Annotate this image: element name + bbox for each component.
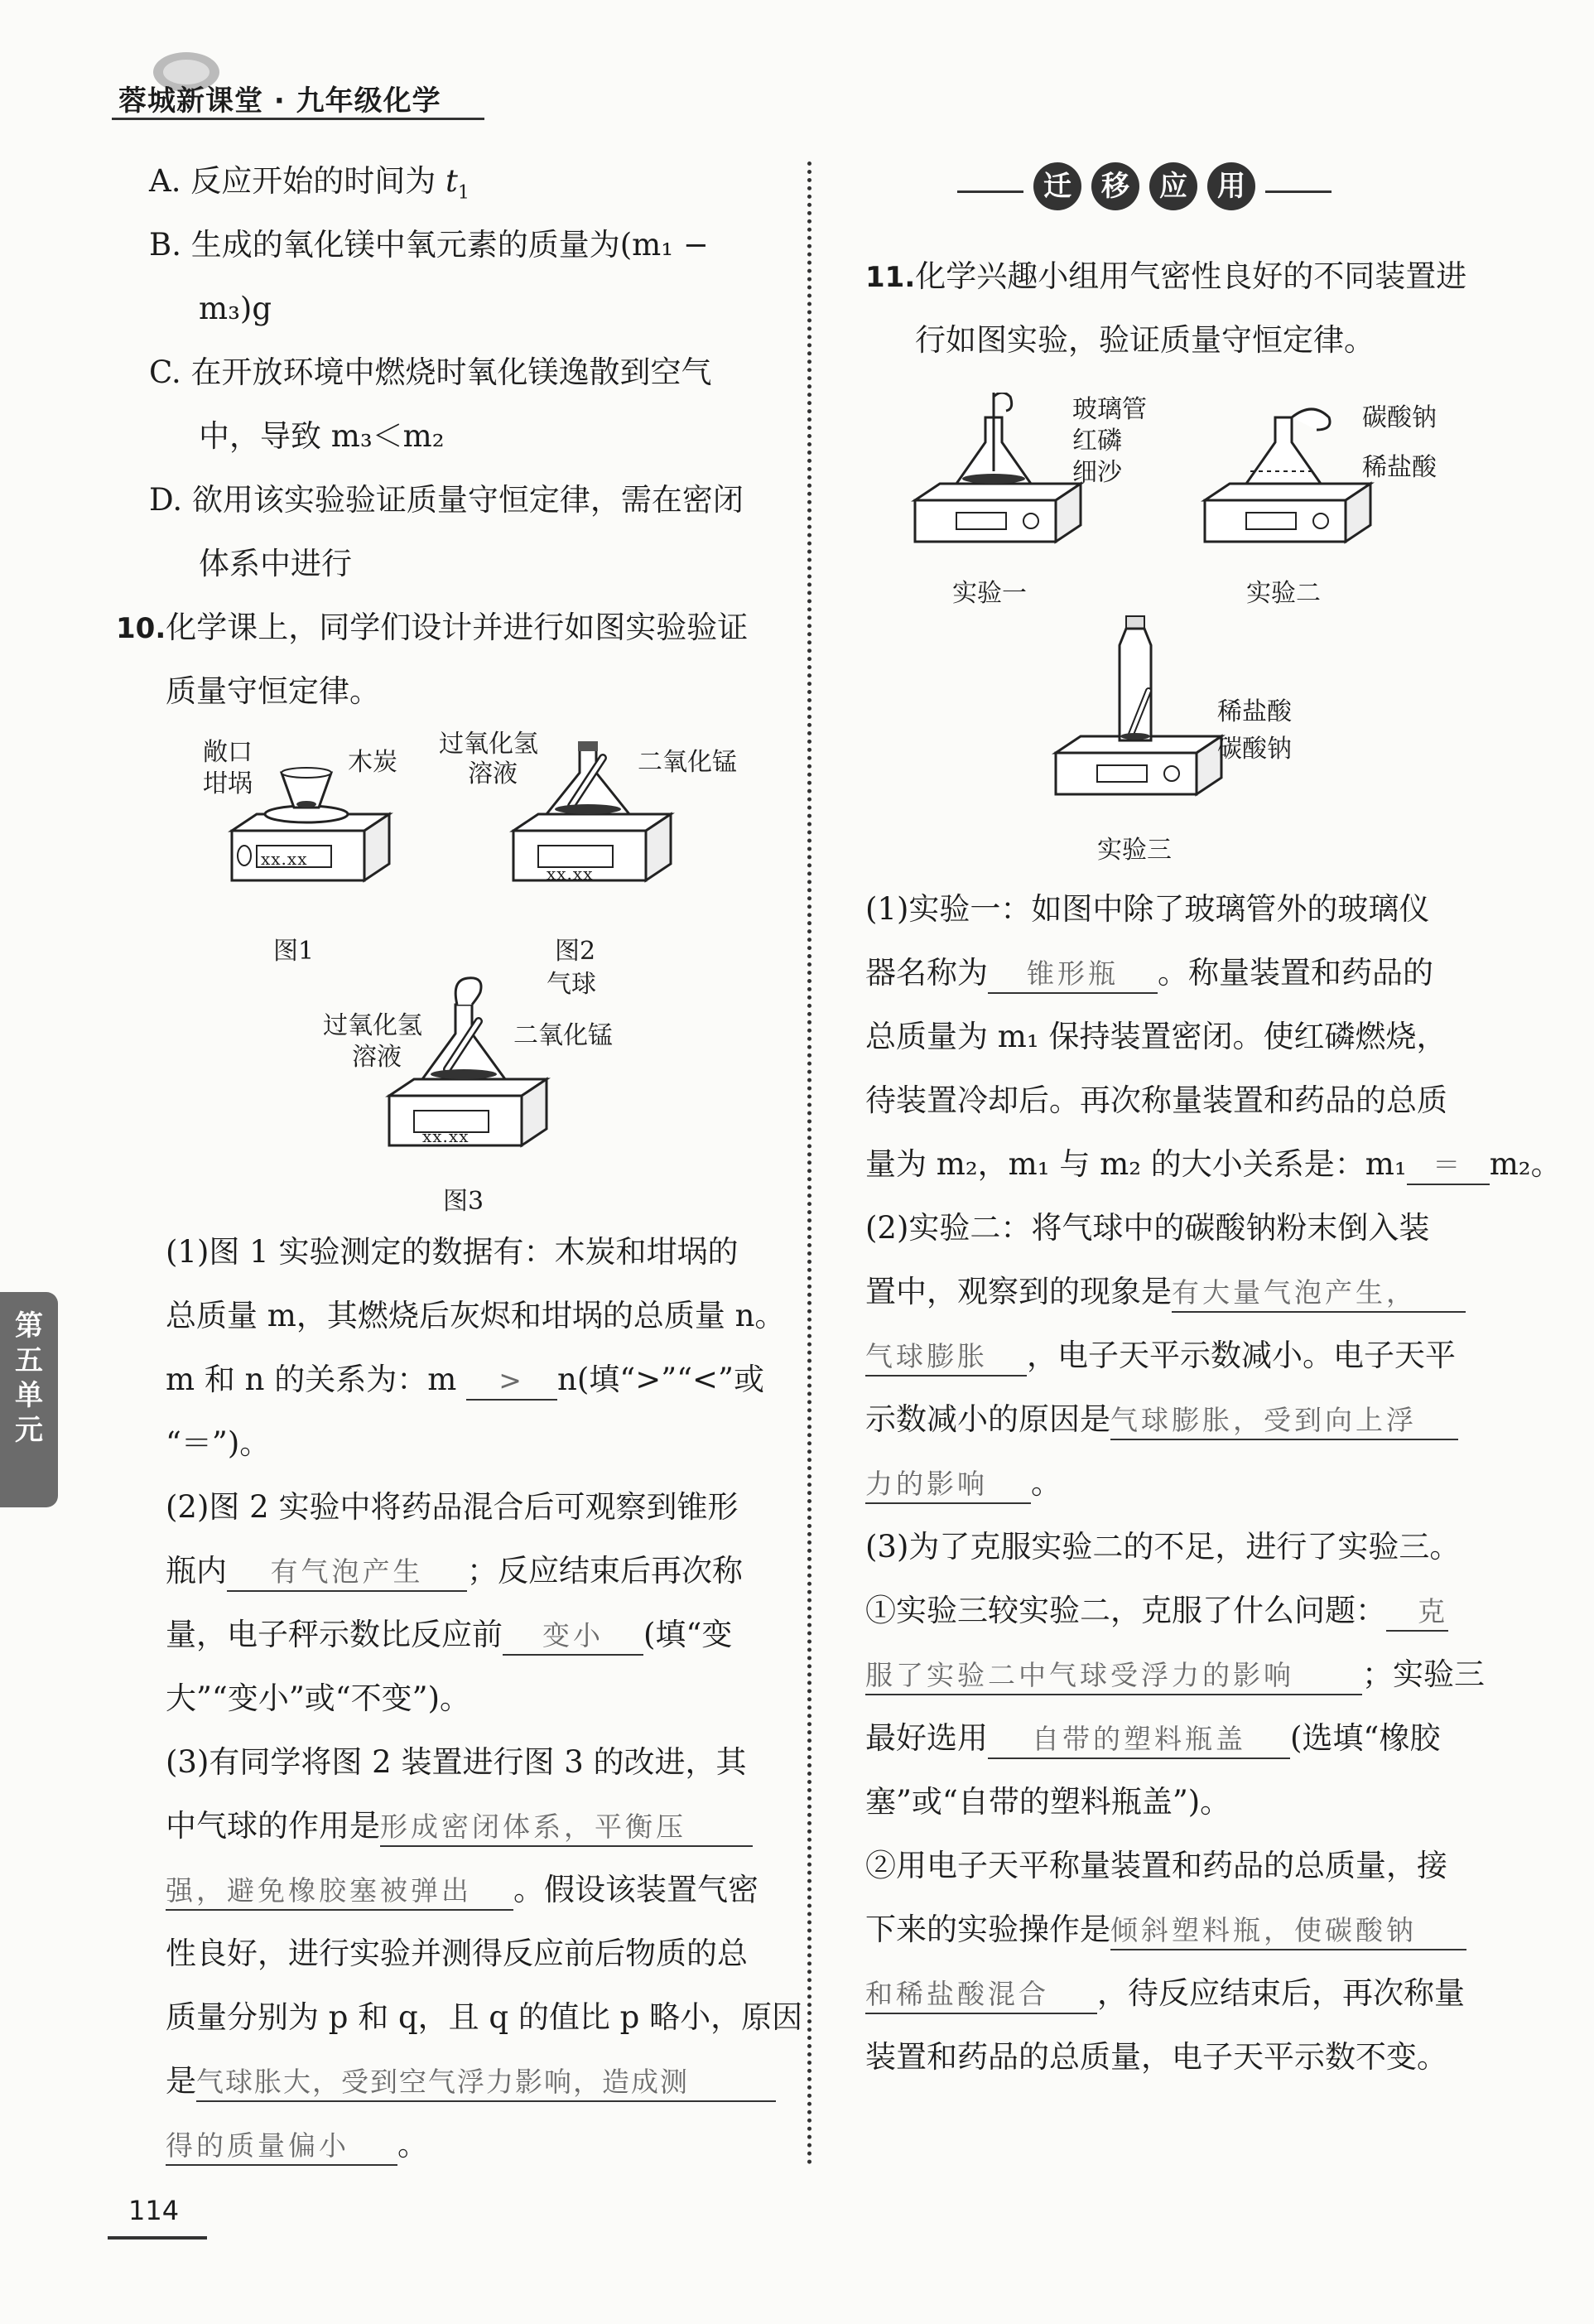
q10-p1-line2: 总质量 m，其燃烧后灰烬和坩埚的总质量 n。 (166, 1298, 786, 1333)
answer-blank: 气球膨胀，受到向上浮 (1110, 1402, 1458, 1440)
fig3-caption: 图3 (443, 1187, 484, 1216)
q10-p2-line4: 大”“变小”或“不变”)。 (166, 1680, 471, 1716)
q10-p3-line7: 得的质量偏小 。 (116, 2113, 795, 2177)
answer-blank: 气球膨胀 (865, 1338, 1027, 1377)
section-title-char: 迁 (1033, 162, 1081, 210)
answer-blank: > (466, 1362, 557, 1401)
exp2-caption: 实验二 (1246, 579, 1321, 608)
q9-option-a: A. 反应开始的时间为 $t_1$ (149, 163, 470, 204)
q11-stem: 11.化学兴趣小组用气密性良好的不同装置进 (865, 258, 1467, 294)
fig3-display: xx.xx (422, 1126, 470, 1146)
q9-option-c-cont: 中，导致 m₃＜m₂ (199, 418, 445, 454)
question-number: 11. (865, 261, 916, 294)
q11-experiments-row (865, 372, 1495, 612)
answer-blank: 有大量气泡产生， (1172, 1275, 1466, 1313)
answer-blank: 锥形瓶 (988, 956, 1158, 994)
answer-blank: 服了实验二中气球受浮力的影响 (865, 1657, 1362, 1695)
q11-experiment3 (865, 612, 1495, 877)
q11-p3-line4: 最好选用 自带的塑料瓶盖 (选填“橡胶 (865, 1706, 1495, 1770)
right-column (865, 244, 1562, 2089)
page-number-underline (108, 2236, 207, 2240)
left-column (116, 149, 803, 2177)
fig3-balance-icon (381, 972, 571, 1170)
q10-figures-row (116, 723, 795, 972)
answer-blank: 得的质量偏小 (166, 2128, 397, 2166)
answer-blank: ＝ (1407, 1147, 1490, 1185)
header-title: 蓉城新课堂 · 九年级化学 (118, 84, 441, 118)
exp1-label-sand: 细沙 (1072, 458, 1122, 487)
q11-p2-line1: (2)实验二：将气球中的碳酸钠粉末倒入装 (865, 1210, 1430, 1246)
exp3-caption: 实验三 (1097, 836, 1172, 865)
q10-p3-line1: (3)有同学将图 2 装置进行图 3 的改进，其 (166, 1744, 747, 1780)
q11-p2-line4: 示数减小的原因是气球膨胀，受到向上浮 (865, 1387, 1495, 1451)
unit-side-tab (0, 1292, 58, 1507)
fig3-label-h2o2-2: 溶液 (352, 1043, 402, 1072)
q11-p3-line1: (3)为了克服实验二的不足，进行了实验三。 (865, 1529, 1461, 1565)
fig1-caption: 图1 (273, 937, 315, 966)
header-underline (112, 118, 484, 120)
fig3-label-mno2: 二氧化锰 (513, 1021, 613, 1050)
section-title-char: 用 (1207, 162, 1255, 210)
q10-p3-line2: 中气球的作用是形成密闭体系，平衡压 (116, 1794, 795, 1858)
fig2-label-h2o2-1: 过氧化氢 (439, 730, 538, 759)
exp2-balance-icon (1197, 393, 1387, 558)
q11-p3-line7: 下来的实验操作是倾斜塑料瓶，使碳酸钠 (865, 1897, 1495, 1961)
q10-figure3 (116, 972, 795, 1220)
answer-blank: 和稀盐酸混合 (865, 1976, 1097, 2014)
q10-p3-line5: 质量分别为 p 和 q，且 q 的值比 p 略小，原因 (166, 1999, 803, 2035)
q11-p2-line5: 力的影响 。 (865, 1451, 1495, 1515)
q11-p1-line4: 待装置冷却后。再次称量装置和药品的总质 (865, 1082, 1447, 1118)
section-title-banner (952, 162, 1366, 220)
column-divider (807, 162, 811, 2166)
exp1-label-glass-tube: 玻璃管 (1072, 395, 1147, 424)
q9-option-d-cont: 体系中进行 (199, 546, 352, 581)
fig2-display: xx.xx (547, 864, 594, 884)
q9-option-c: C. 在开放环境中燃烧时氧化镁逸散到空气 (149, 354, 712, 390)
answer-blank: 形成密闭体系，平衡压 (380, 1809, 753, 1847)
fig1-display: xx.xx (261, 849, 308, 869)
fig1-label-crucible-1: 敞口 (203, 738, 253, 767)
q11-p3-line9: 装置和药品的总质量，电子天平示数不变。 (865, 2039, 1447, 2075)
q10-p3-line3: 强，避免橡胶塞被弹出 。假设该装置气密 (116, 1858, 795, 1921)
exp1-balance-icon (907, 393, 1097, 558)
q10-p1-line3: m 和 n 的关系为：m > n(填“>”“<”或 (116, 1348, 795, 1411)
exp3-balance-icon (1047, 612, 1238, 819)
fig1-label-crucible-2: 坩埚 (203, 769, 253, 798)
question-number: 10. (116, 612, 166, 645)
exp3-label-hcl: 稀盐酸 (1217, 697, 1292, 726)
q11-p3-line3: 服了实验二中气球受浮力的影响 ；实验三 (865, 1642, 1495, 1706)
fig3-label-h2o2-1: 过氧化氢 (323, 1011, 422, 1040)
exp2-label-na2co3: 碳酸钠 (1362, 403, 1437, 432)
answer-blank: 自带的塑料瓶盖 (988, 1721, 1290, 1759)
q11-p3-line5: 塞”或“自带的塑料瓶盖”)。 (865, 1784, 1231, 1820)
answer-blank: 强，避免橡胶塞被弹出 (166, 1873, 513, 1911)
q10-p2-line3: 量，电子秤示数比反应前 变小 (填“变 (116, 1603, 795, 1666)
answer-blank: 变小 (503, 1618, 643, 1656)
q11-p1-line5: 量为 m₂，m₁ 与 m₂ 的大小关系是：m₁ ＝ m₂。 (865, 1132, 1495, 1196)
q11-p1-line1: (1)实验一：如图中除了玻璃管外的玻璃仪 (865, 891, 1430, 927)
answer-blank: 气球胀大，受到空气浮力影响，造成测 (196, 2064, 776, 2102)
q10-p3-line6: 是气球胀大，受到空气浮力影响，造成测 (116, 2049, 795, 2113)
q11-p1-line3: 总质量为 m₁ 保持装置密闭。使红磷燃烧， (865, 1019, 1447, 1054)
q11-p3-line2: ①实验三较实验二，克服了什么问题： 克 (865, 1579, 1495, 1642)
exp3-label-na2co3: 碳酸钠 (1217, 735, 1292, 764)
section-title-char: 应 (1149, 162, 1197, 210)
fig2-label-mno2: 二氧化锰 (638, 748, 737, 777)
q10-p2-line1: (2)图 2 实验中将药品混合后可观察到锥形 (166, 1489, 739, 1525)
q10-stem-cont: 质量守恒定律。 (166, 673, 380, 709)
answer-blank: 克 (1386, 1594, 1448, 1632)
q9-option-b: B. 生成的氧化镁中氧元素的质量为(m₁ − (149, 227, 709, 263)
answer-blank: 有气泡产生 (227, 1554, 467, 1592)
q10-p3-line4: 性良好，进行实验并测得反应前后物质的总 (166, 1936, 748, 1971)
q10-p1-line1: (1)图 1 实验测定的数据有：木炭和坩埚的 (166, 1234, 739, 1270)
q9-option-d: D. 欲用该实验验证质量守恒定律，需在密闭 (149, 482, 744, 518)
exp1-caption: 实验一 (952, 579, 1027, 608)
q11-stem-cont: 行如图实验，验证质量守恒定律。 (915, 322, 1375, 358)
q10-p1-line4: “＝”)。 (166, 1425, 271, 1461)
fig2-caption: 图2 (555, 937, 596, 966)
answer-blank: 倾斜塑料瓶，使碳酸钠 (1110, 1912, 1466, 1950)
section-title-char: 移 (1091, 162, 1139, 210)
q11-p3-line6: ②用电子天平称量装置和药品的总质量，接 (865, 1848, 1447, 1883)
exp2-label-hcl: 稀盐酸 (1362, 453, 1437, 482)
q11-p3-line8: 和稀盐酸混合 ，待反应结束后，再次称量 (865, 1961, 1495, 2025)
q11-p2-line2: 置中，观察到的现象是有大量气泡产生， (865, 1260, 1495, 1324)
q11-p1-line2: 器名称为 锥形瓶 。称量装置和药品的 (865, 941, 1495, 1005)
exp1-label-red-phosphorus: 红磷 (1072, 427, 1122, 456)
side-tab-text: 第五单元 (15, 1309, 43, 1447)
answer-blank: 力的影响 (865, 1466, 1031, 1504)
q11-p2-line3: 气球膨胀 ，电子天平示数减小。电子天平 (865, 1324, 1495, 1387)
q10-stem: 10.化学课上，同学们设计并进行如图实验验证 (116, 610, 749, 645)
q10-p2-line2: 瓶内 有气泡产生 ；反应结束后再次称 (116, 1539, 795, 1603)
page-number: 114 (128, 2195, 180, 2226)
fig3-label-balloon: 气球 (547, 970, 596, 999)
fig1-label-charcoal: 木炭 (348, 748, 397, 777)
fig2-label-h2o2-2: 溶液 (468, 759, 518, 788)
q9-option-b-cont: m₃)g (199, 291, 272, 326)
